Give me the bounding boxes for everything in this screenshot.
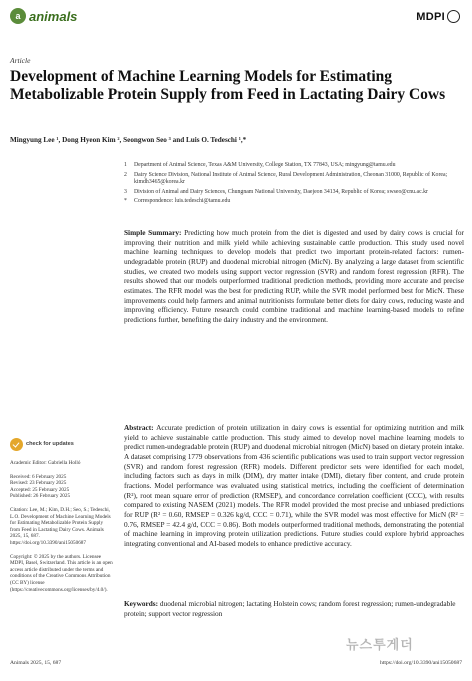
summary-text: Predicting how much protein from the diet is digested and used by dairy cows is crucial for improving their nutrition and milk yield while achieving sustainable cattle production. This study used novel machine learning techniques to develop models that predict two important protein-related factors: rumen-undegradable protein (RUP) and duodenal microbial nitrogen (MicN). By analyzing a large dataset from scientific studies, we created two models using support vector regression (SVR) and random forest regression (RFR). The results showed that our models outperformed traditional prediction methods, providing more accurate and precise estimates. The RFR model was the best for predicting RUP, while the SVR model performed best for MicN. These improvements could help farmers and animal nutritionists formulate better diets for dairy cows, reducing waste and improving efficiency. Future research could combine traditional and machine learning-based models to refine predictions further, benefiting the dairy industry and the environment. [124, 228, 464, 324]
publisher-name: MDPI [416, 10, 445, 23]
revised-date: Revised: 23 February 2025 [10, 480, 67, 487]
article-title: Development of Machine Learning Models for Estimating Metabolizable Protein Supply from Feed in Lactating Dairy Cows [10, 68, 446, 103]
correspondence-item [124, 198, 464, 206]
affiliation-number: * [124, 198, 127, 205]
check-updates-icon [10, 438, 23, 451]
affiliation-item [124, 162, 464, 170]
journal-logo[interactable] [10, 8, 77, 24]
summary-label: Simple Summary: [124, 228, 182, 237]
keywords [124, 599, 464, 618]
abstract-label: Abstract: [124, 423, 154, 432]
doi-link[interactable]: https://doi.org/10.3390/ani15050687 [380, 660, 462, 666]
article-sidebar [10, 438, 114, 600]
citation-block[interactable]: Citation: Lee, M.; Kim, D.H.; Seo, S.; Tedeschi, L.O. Development of Machine Learning Models for Estimating Metabolizable Protein Supply from Feed in Lactating Dairy Cows. Animals 2025, 15, 687. https://doi.org/10.3390/ani15050687 [10, 506, 111, 546]
watermark: 뉴스투게더 [346, 638, 414, 653]
publisher-logo[interactable] [416, 10, 460, 23]
journal-name: animals [29, 8, 78, 24]
abstract-text: Accurate prediction of protein utilization in dairy cows is essential for optimizing nutrition and milk yield to achieve sustainable cattle production. This study aimed to develop novel machine learning models to predict rumen-undegradable protein (RUP) and duodenal microbial nitrogen (MicN) based on dietary protein intake. A dataset comprising 1779 observations from 436 scientific publications was used to train support vector regression (SVR) and random forest regression (RFR) models. Different predictor sets were identified for each model, including factors such as days in milk (DIM), dry matter intake (DMI), dietary fiber content, and crude protein fractions. Model performance was evaluated using statistical metrics, including the coefficient of determination (R²), root mean square error of prediction (RMSEP), and concordance correlation coefficient (CCC), with results compared to existing NASEM (2021) models. The RFR model provided the most precise and unbiased predictions for RUP (R² = 0.60, RMSEP = 0.326 kg/d, CCC = 0.71), while the SVR model was most effective for MicN (R² = 0.76, RMSEP = 42.4 g/d, CCC = 0.86). Both models outperformed traditional methods, demonstrating the potential of machine learning in improving protein utilization predictions. Future studies could explore hybrid approaches integrating conventional and AI-based models to enhance predictive accuracy. [124, 423, 465, 548]
affiliation-item [124, 189, 464, 197]
correspondence-text: Correspondence: luis.tedeschi@tamu.edu [134, 198, 231, 205]
affiliation-number: 3 [124, 188, 127, 195]
affiliation-text: Department of Animal Science, Texas A&M University, College Station, TX 77843, USA; mingyung@tamu.edu [134, 162, 396, 168]
journal-logo-icon: a [10, 8, 26, 24]
footer-citation: Animals 2025, 15, 687 [10, 660, 62, 666]
author-list[interactable]: Mingyung Lee ¹, Dong Hyeon Kim ², Seongwon Seo ³ and Luis O. Tedeschi ¹,* [10, 136, 247, 144]
affiliation-number: 2 [124, 171, 127, 178]
article-type: Article [10, 56, 31, 65]
published-date: Published: 26 February 2025 [10, 493, 71, 500]
academic-editor: Academic Editor: Gabriella Holló [10, 460, 81, 466]
publisher-logo-icon [447, 10, 460, 23]
simple-summary [124, 228, 464, 325]
affiliation-text: Division of Animal and Dairy Sciences, Chungnam National University, Daejeon 34134, Republic of Korea; swseo@cnu.ac.kr [134, 188, 428, 195]
check-updates-label: check for updates [26, 441, 74, 448]
affiliation-number: 1 [124, 162, 127, 168]
article-dates [10, 474, 114, 500]
keywords-label: Keywords: [124, 599, 159, 608]
abstract [124, 423, 464, 549]
affiliation-item [124, 172, 464, 187]
page-footer [10, 660, 462, 666]
received-date: Received: 6 February 2025 [10, 473, 67, 480]
accepted-date: Accepted: 25 February 2025 [10, 486, 70, 493]
page-header [10, 6, 462, 32]
keywords-text: duodenal microbial nitrogen; lactating Holstein cows; random forest regression; rumen-undegradable protein; support vector regression [124, 599, 456, 618]
copyright-block: Copyright: © 2025 by the authors. Licensee MDPI, Basel, Switzerland. This article is an open access article distributed under the terms and conditions of the Creative Commons Attribution (CC BY) license (https://creativecommons.org/licenses/by/4.0/). [10, 553, 113, 593]
affiliation-text: Dairy Science Division, National Institute of Animal Science, Rural Development Administration, Cheonan 31000, Republic of Korea; kimdh3465@korea.kr [134, 171, 448, 186]
affiliations [124, 162, 464, 208]
check-for-updates-button[interactable] [10, 438, 114, 451]
